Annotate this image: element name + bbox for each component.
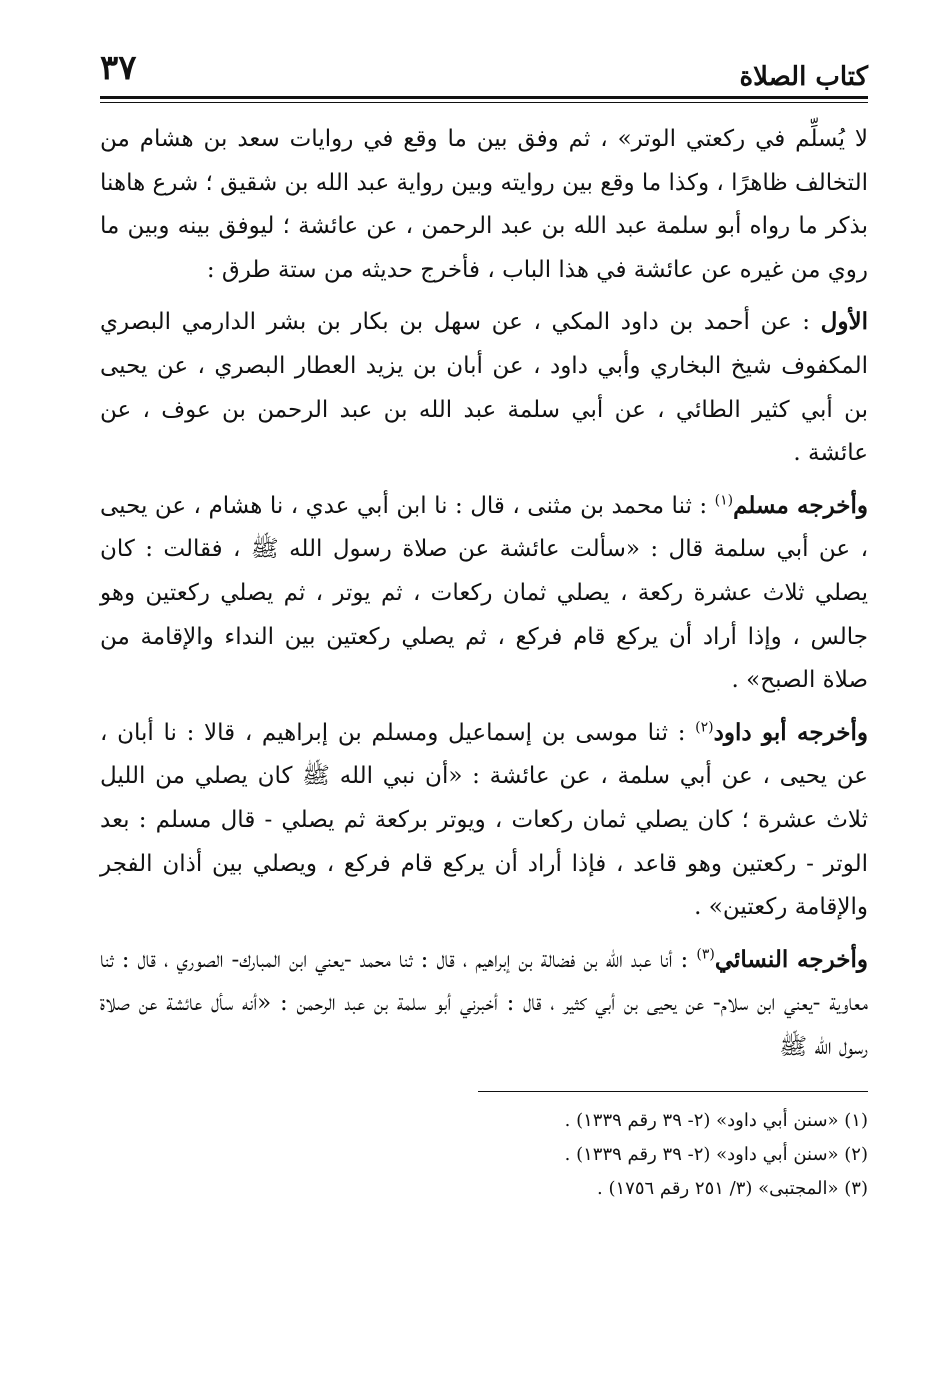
header-rule-thick <box>100 96 868 99</box>
paragraph-3-text: : ثنا محمد بن مثنى ، قال : نا ابن أبي عدي ، نا هشام ، عن يحيى ، عن أبي سلمة قال : «سألت عائشة عن صلاة رسول الله ﷺ ، فقالت : كان يصلي ثلاث عشرة ركعة ، يصلي ثمان ركعات ، ثم يوتر ، ثم يصلي ركعتين وهو جالس ، وإذا أراد أن يركع قام فركع ، ثم يصلي ركعتين بين النداء والإقامة من صلاة الصبح» . <box>100 492 868 694</box>
book-page <box>100 40 868 1340</box>
paragraph-1 <box>100 118 868 292</box>
paragraph-5-lead: وأخرجه النسائي <box>714 945 868 973</box>
paragraph-3-lead: وأخرجه مسلم <box>733 491 868 519</box>
paragraph-3 <box>100 484 868 703</box>
page-number: ٣٧ <box>100 48 137 88</box>
book-title: كتاب الصلاة <box>739 62 868 92</box>
paragraph-2-text: : عن أحمد بن داود المكي ، عن سهل بن بكار بن بشر الدارمي البصري المكفوف شيخ البخاري وأبي داود ، عن أبان بن يزيد العطار البصري ، عن يحيى بن أبي كثير الطائي ، عن أبي سلمة عبد الله بن عبد الرحمن بن عوف ، عن عائشة . <box>100 309 868 467</box>
footnote-3: (٣) «المجتبى» (٣/ ٢٥١ رقم ١٧٥٦) . <box>597 1178 868 1200</box>
paragraph-1-text: لا يُسلِّم في ركعتي الوتر» ، ثم وفق بين ما وقع في روايات سعد بن هشام من التخالف ظاهرًا ، وكذا ما وقع بين روايته وبين رواية عبد الله بن شقيق ؛ شرع هاهنا بذكر ما رواه أبو سلمة عبد الله بن عبد الرحمن ، عن عائشة ؛ ليوفق بينه وبين ما روي من غيره عن عائشة في هذا الباب ، فأخرج حديثه من ستة طرق : <box>100 126 868 283</box>
paragraph-4-lead: وأخرجه أبو داود <box>713 718 868 746</box>
paragraph-2 <box>100 300 868 475</box>
footnotes <box>100 1104 868 1206</box>
footnote-ref-1[interactable]: (١) <box>714 492 734 509</box>
paragraph-4-text: : ثنا موسى بن إسماعيل ومسلم بن إبراهيم ، قالا : نا أبان ، عن يحيى ، عن أبي سلمة ، عن عائشة : «أن نبي الله ﷺ كان يصلي من الليل ثلاث عشرة ؛ كان يصلي ثمان ركعات ، ويوتر بركعة ثم يصلي - قال مسلم : بعد الوتر - ركعتين وهو قاعد ، فإذا أراد أن يركع قام فركع ، ويصلي بين أذان الفجر والإقامة ركعتين» . <box>100 719 868 921</box>
footnote-ref-3[interactable]: (٣) <box>696 946 715 963</box>
paragraph-2-lead: الأول <box>820 308 868 336</box>
page-header <box>100 40 868 98</box>
footnote-ref-2[interactable]: (٢) <box>695 719 714 736</box>
header-rule-thin <box>100 102 868 103</box>
footnote-divider <box>478 1091 868 1092</box>
paragraph-5 <box>100 938 868 1070</box>
paragraph-4 <box>100 711 868 930</box>
main-text <box>100 118 868 1069</box>
footnote-2: (٢) «سنن أبي داود» (٢- ٣٩ رقم ١٣٣٩) . <box>564 1144 868 1166</box>
paragraph-5-text: : أنا عبد الله بن فضالة بن إبراهيم ، قال : ثنا محمد -يعني ابن المبارك- الصوري ، قال : ثنا معاوية -يعني ابن سلام- عن يحيى بن أبي كثير ، قال : أخبرني أبو سلمة بن عبد الرحمن : «أنه سأل عائشة عن صلاة رسول الله ﷺ <box>100 946 868 1060</box>
footnote-1: (١) «سنن أبي داود» (٢- ٣٩ رقم ١٣٣٩) . <box>564 1110 868 1132</box>
